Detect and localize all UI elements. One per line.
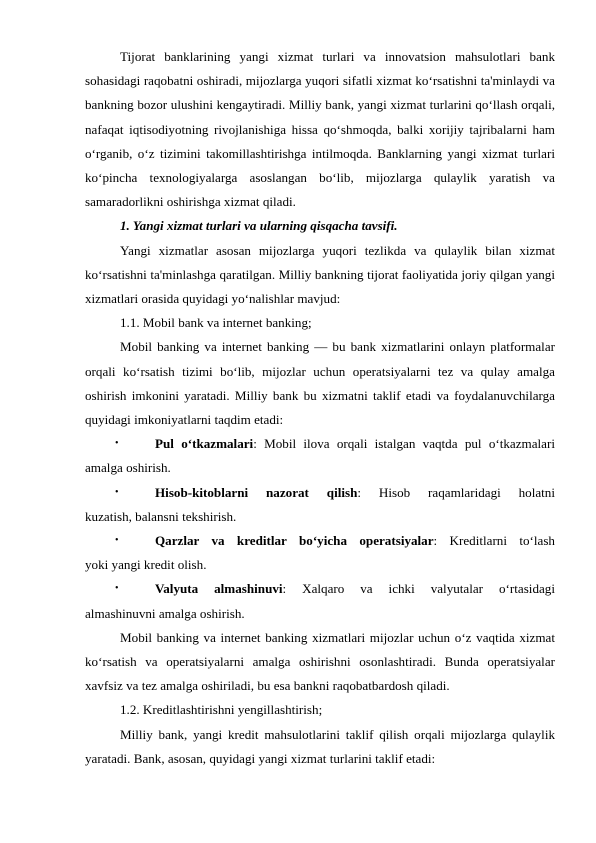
bullet-list	[85, 432, 555, 626]
bullet-term: Pul o‘tkazmalari	[155, 436, 254, 452]
section-paragraph: Yangi xizmatlar asosan mijozlarga yuqori tezlikda va qulaylik bilan xizmat ko‘rsatishni ta'minlashga qaratilgan. Milliy bankning tijorat faoliyatida joriy qilgan yangi xizmatlari orasida quyidagi yo‘nalishlar mavjud:	[85, 242, 555, 307]
bullet-icon: •	[115, 535, 119, 547]
list-item	[85, 529, 555, 577]
bullet-term: Valyuta almashinuvi	[155, 581, 283, 597]
intro-paragraph: Tijorat banklarining yangi xizmat turlari va innovatsion mahsulotlari bank sohasidagi raqobatni oshiradi, mijozlarga yuqori sifatli xizmat ko‘rsatishni ta'minlaydi va bankning bozor ulushini kengaytiradi. Milliy bank, yangi xizmat turlarini qo‘llash orqali, nafaqat iqtisodiyotning rivojlanishiga hissa qo‘shmoqda, balki xorijiy tajribalarni ham o‘rganib, o‘z tizimini takomillashtirishga intilmoqda. Banklarning yangi xizmat turlari ko‘pincha texnologiyalarga asoslangan bo‘lib, mijozlarga qulaylik yaratish va samaradorlikni oshirishga xizmat qiladi.	[85, 49, 555, 210]
bullet-icon: •	[115, 583, 119, 595]
bullet-description: : Mobil ilova orqali istalgan vaqtda pul o‘tkazmalari	[253, 436, 555, 452]
bullet-description: : Hisob raqamlaridagi holatni	[357, 484, 555, 500]
bullet-continuation: almashinuvni amalga oshirish.	[85, 605, 245, 621]
bullet-continuation: kuzatish, balansni tekshirish.	[85, 508, 237, 524]
bullet-continuation: yoki yangi kredit olish.	[85, 557, 207, 573]
subsection-title-mobile-banking: 1.1. Mobil bank va internet banking;	[120, 315, 312, 331]
list-item	[85, 481, 555, 529]
bullet-continuation: amalga oshirish.	[85, 460, 171, 476]
bullet-term: Hisob-kitoblarni nazorat qilish	[155, 484, 358, 500]
bullet-description: : Kreditlarni to‘lash	[433, 533, 555, 549]
credit-paragraph: Milliy bank, yangi kredit mahsulotlarini taklif qilish orqali mijozlarga qulaylik yaratadi. Bank, asosan, quyidagi yangi xizmat turlarini taklif etadi:	[85, 726, 555, 766]
list-item	[85, 577, 555, 625]
subsection-title-credit: 1.2. Kreditlashtirishni yengillashtirish;	[120, 702, 323, 718]
summary-paragraph: Mobil banking va internet banking xizmatlari mijozlar uchun o‘z vaqtida xizmat ko‘rsatish va operatsiyalarni amalga oshirishni osonlashtiradi. Bunda operatsiyalar xavfsiz va tez amalga oshiriladi, bu esa bankni raqobatbardosh qiladi.	[85, 629, 555, 694]
bullet-icon: •	[115, 486, 119, 498]
mobile-banking-paragraph: Mobil banking va internet banking — bu bank xizmatlarini onlayn platformalar orqali ko‘rsatish tizimi bo‘lib, mijozlar uchun operatsiyalarni tez va qulay amalga oshirish imkonini yaratadi. Milliy bank bu xizmatni taklif etadi va foydalanuvchilarga quyidagi imkoniyatlarni taqdim etadi:	[85, 339, 555, 428]
bullet-icon: •	[115, 438, 119, 450]
section-heading: 1. Yangi xizmat turlari va ularning qisqacha tavsifi.	[120, 218, 398, 234]
document-page	[85, 45, 555, 771]
bullet-term: Qarzlar va kreditlar bo‘yicha operatsiyalar	[155, 533, 434, 549]
list-item	[85, 432, 555, 480]
bullet-description: : Xalqaro va ichki valyutalar o‘rtasidagi	[282, 581, 555, 597]
